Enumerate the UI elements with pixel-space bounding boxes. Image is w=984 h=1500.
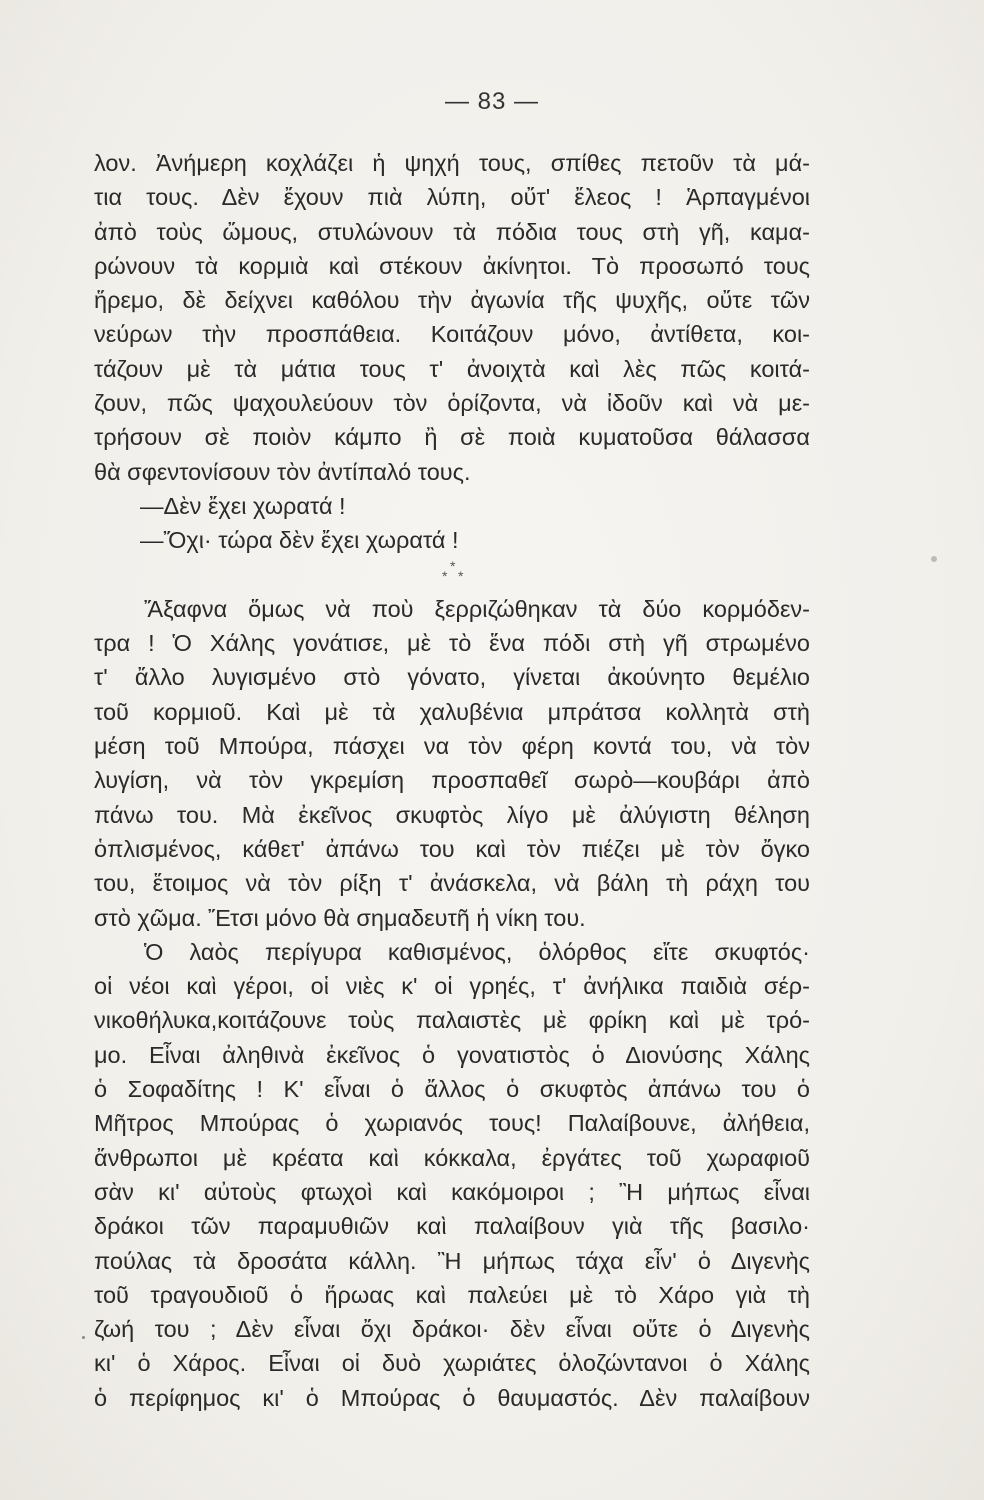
text-line: του, ἕτοιμος νὰ τὸν ρίξη τ' ἀνάσκελα, νὰ βάλη τὴ ράχη του	[94, 870, 810, 897]
text-line: τοῦ κορμιοῦ. Καὶ μὲ τὰ χαλυβένια μπράτσα κολλητὰ στὴ	[94, 698, 810, 725]
text-line: λυγίση, νὰ τὸν γκρεμίση προσπαθεῖ σωρὸ—κουβάρι ἀπὸ	[94, 767, 810, 794]
text-line: πάνω του. Μὰ ἐκεῖνος σκυφτὸς λίγο μὲ ἀλύγιστη θέληση	[94, 801, 810, 828]
text-line: κι' ὁ Χάρος. Εἶναι οἱ δυὸ χωριάτες ὁλοζώντανοι ὁ Χάλης	[94, 1350, 810, 1377]
asterism-star: *	[458, 567, 464, 584]
print-speck	[931, 556, 937, 562]
text-line: λον. Ἀνήμερη κοχλάζει ἡ ψηχή τους, σπίθες πετοῦν τὰ μά-	[94, 150, 810, 176]
print-speck	[82, 1336, 85, 1339]
text-line: Ἄξαφνα ὅμως νὰ ποὺ ξερριζώθηκαν τὰ δύο κορμόδεν-	[144, 595, 810, 622]
text-line: τια τους. Δὲν ἔχουν πιὰ λύπη, οὔτ' ἔλεος ! Ἁρπαγμένοι	[94, 184, 810, 211]
text-line: τ' ἄλλο λυγισμένο στὸ γόνατο, γίνεται ἀκούνητο θεμέλιο	[94, 664, 810, 691]
text-line: ἀπὸ τοὺς ὤμους, στυλώνουν τὰ πόδια τους στὴ γῆ, καμα-	[94, 218, 810, 245]
text-line: —Δὲν ἔχει χωρατά !	[140, 492, 346, 519]
text-line: θὰ σφεντονίσουν τὸν ἀντίπαλό τους.	[94, 458, 471, 485]
asterism-star: *	[442, 567, 448, 584]
page-number: — 83 —	[444, 88, 540, 115]
text-line: ἄνθρωποι μὲ κρέατα καὶ κόκκαλα, ἐργάτες τοῦ χωραφιοῦ	[94, 1144, 810, 1171]
text-line: τάζουν μὲ τὰ μάτια τους τ' ἀνοιχτὰ καὶ λὲς πῶς κοιτά-	[94, 355, 810, 382]
text-line: ρώνουν τὰ κορμιὰ καὶ στέκουν ἀκίνητοι. Τὸ προσωπό τους	[94, 252, 810, 279]
text-line: νικοθήλυκα,κοιτάζουνε τοὺς παλαιστὲς μὲ φρίκη καὶ μὲ τρό-	[94, 1007, 810, 1034]
text-line: ἥρεμο, δὲ δείχνει καθόλου τὴν ἀγωνία τῆς ψυχῆς, οὔτε τῶν	[94, 287, 810, 314]
text-line: τοῦ τραγουδιοῦ ὁ ἥρωας καὶ παλεύει μὲ τὸ Χάρο γιὰ τὴ	[94, 1281, 810, 1308]
text-line: ζουν, πῶς ψαχουλεύουν τὸν ὁρίζοντα, νὰ ἰδοῦν καὶ νὰ με-	[94, 390, 810, 417]
text-line: πούλας τὰ δροσάτα κάλλη. Ἢ μήπως τάχα εἶν' ὁ Διγενὴς	[94, 1247, 810, 1274]
text-line: τρα ! Ὁ Χάλης γονάτισε, μὲ τὸ ἕνα πόδι στὴ γῆ στρωμένο	[94, 630, 810, 657]
text-line: Μῆτρος Μπούρας ὁ χωριανός τους! Παλαίβουνε, ἀλήθεια,	[94, 1110, 810, 1137]
text-line: δράκοι τῶν παραμυθιῶν καὶ παλαίβουν γιὰ τῆς βασιλο·	[94, 1213, 810, 1240]
text-line: ὁπλισμένος, κάθετ' ἀπάνω του καὶ τὸν πιέζει μὲ τὸν ὄγκο	[94, 835, 810, 862]
text-line: μο. Εἶναι ἀληθινὰ ἐκεῖνος ὁ γονατιστὸς ὁ Διονύσης Χάλης	[94, 1041, 810, 1068]
text-line: μέση τοῦ Μπούρα, πάσχει να τὸν φέρη κοντά του, νὰ τὸν	[94, 733, 810, 760]
text-line: —Ὄχι· τώρα δὲν ἔχει χωρατά !	[140, 527, 459, 554]
text-line: ὁ περίφημος κι' ὁ Μπούρας ὁ θαυμαστός. Δὲν παλαίβουν	[94, 1384, 810, 1411]
text-line: οἱ νέοι καὶ γέροι, οἱ νιὲς κ' οἱ γρηές, τ' ἀνήλικα παιδιὰ σέρ-	[94, 973, 810, 1000]
asterism-star: *	[450, 557, 456, 574]
text-line: Ὁ λαὸς περίγυρα καθισμένος, ὁλόρθος εἴτε σκυφτός·	[144, 938, 810, 965]
body-text	[94, 146, 810, 1415]
text-line: ζωή του ; Δὲν εἶναι ὄχι δράκοι· δὲν εἶναι οὔτε ὁ Διγενὴς	[94, 1316, 810, 1343]
text-line: τρήσουν σὲ ποιὸν κάμπο ἢ σὲ ποιὰ κυματοῦσα θάλασσα	[94, 424, 810, 451]
text-line: ὁ Σοφαδίτης ! Κ' εἶναι ὁ ἄλλος ὁ σκυφτὸς ἀπάνω του ὁ	[94, 1076, 810, 1103]
section-asterism	[94, 558, 810, 592]
text-line: στὸ χῶμα. Ἔτσι μόνο θὰ σημαδευτῆ ἡ νίκη του.	[94, 904, 586, 931]
text-line: νεύρων τὴν προσπάθεια. Κοιτάζουν μόνο, ἀντίθετα, κοι-	[94, 321, 810, 348]
text-line: σὰν κι' αὐτοὺς φτωχοὶ καὶ κακόμοιροι ; Ἢ μήπως εἶναι	[94, 1178, 810, 1205]
